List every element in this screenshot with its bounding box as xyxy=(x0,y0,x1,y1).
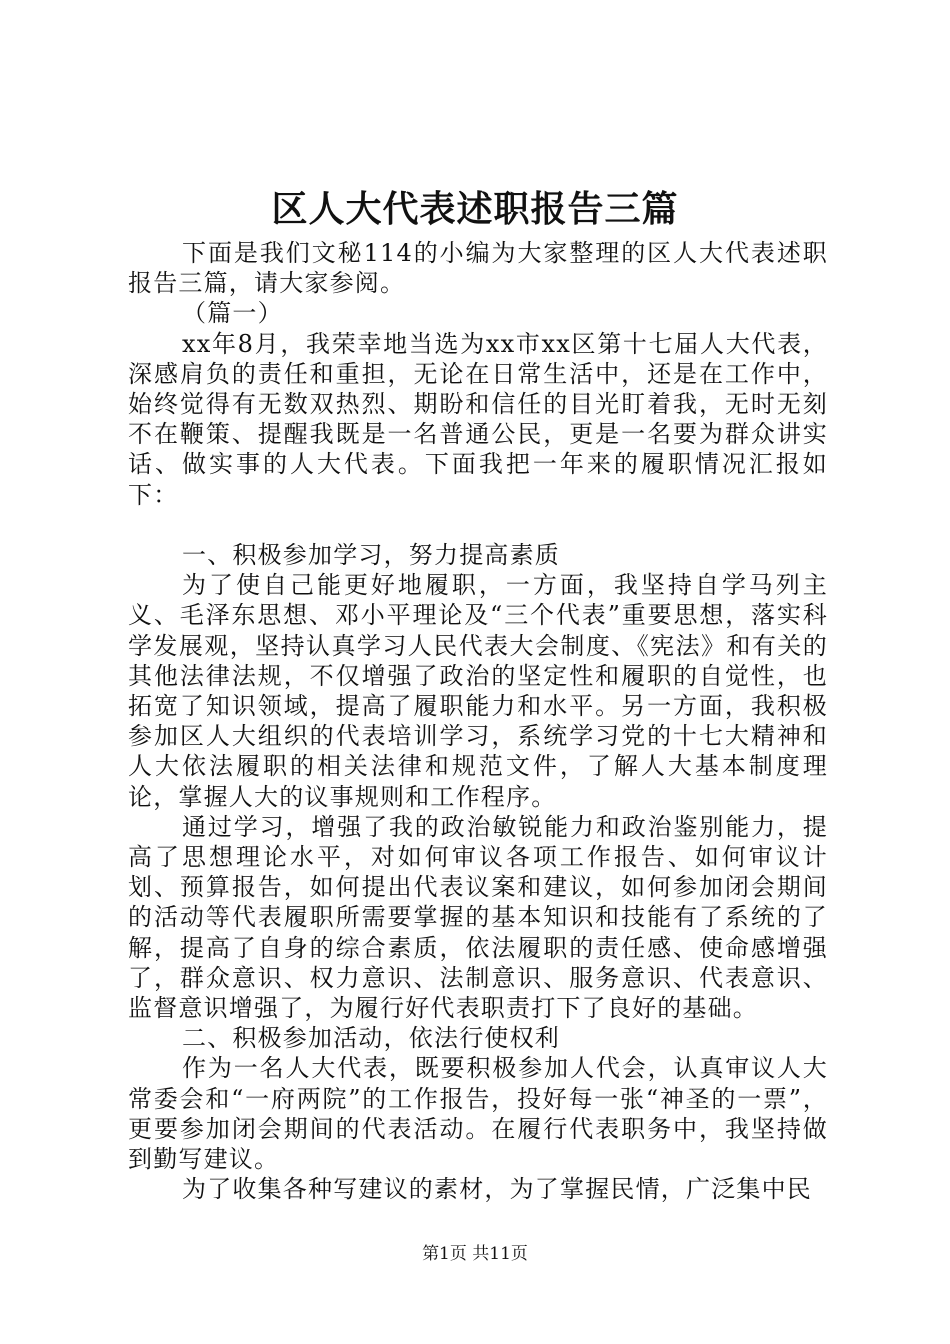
section-heading: 一、积极参加学习，努力提高素质 xyxy=(182,541,560,570)
body-paragraph: 通过学习，增强了我的政治敏锐能力和政治鉴别能力，提高了思想理论水平，对如何审议各项工作报告、如何审议计划、预算报告，如何提出代表议案和建议，如何参加闭会期间的活动等代表履职所需要掌握的基本知识和技能有了系统的了解，提高了自身的综合素质，依法履职的责任感、使命感增强了，群众意识、权力意识、法制意识、服务意识、代表意识、监督意识增强了，为履行好代表职责打下了良好的基础。 xyxy=(128,812,828,1023)
body-paragraph: 作为一名人大代表，既要积极参加人代会，认真审议人大常委会和“一府两院”的工作报告，投好每一张“神圣的一票”，更要参加闭会期间的代表活动。在履行代表职务中，我坚持做到勤写建议。 xyxy=(128,1054,828,1174)
document-title: 区人大代表述职报告三篇 xyxy=(271,188,679,230)
body-paragraph: 为了使自己能更好地履职，一方面，我坚持自学马列主义、毛泽东思想、邓小平理论及“三个代表”重要思想，落实科学发展观，坚持认真学习人民代表大会制度、《宪法》和有关的其他法律法规，不仅增强了政治的坚定性和履职的自觉性，也拓宽了知识领域，提高了履职能力和水平。另一方面，我积极参加区人大组织的代表培训学习，系统学习党的十七大精神和人大依法履职的相关法律和规范文件，了解人大基本制度理论，掌握人大的议事规则和工作程序。 xyxy=(128,571,828,811)
body-paragraph: xx年8月，我荣幸地当选为xx市xx区第十七届人大代表，深感肩负的责任和重担，无论在日常生活中，还是在工作中，始终觉得有无数双热烈、期盼和信任的目光盯着我，无时无刻不在鞭策、提醒我既是一名普通公民，更是一名要为群众讲实话、做实事的人大代表。下面我把一年来的履职情况汇报如下： xyxy=(128,329,828,509)
section-label: （篇一） xyxy=(182,299,283,328)
document-body xyxy=(128,238,828,1204)
page-number-footer: 第1页 共11页 xyxy=(422,1244,528,1264)
paragraph-spacer xyxy=(128,510,828,540)
body-paragraph: 为了收集各种写建议的素材，为了掌握民情，广泛集中民 xyxy=(182,1175,812,1204)
section-heading: 二、积极参加活动，依法行使权利 xyxy=(182,1024,560,1053)
intro-paragraph: 下面是我们文秘114的小编为大家整理的区人大代表述职报告三篇，请大家参阅。 xyxy=(128,239,828,298)
